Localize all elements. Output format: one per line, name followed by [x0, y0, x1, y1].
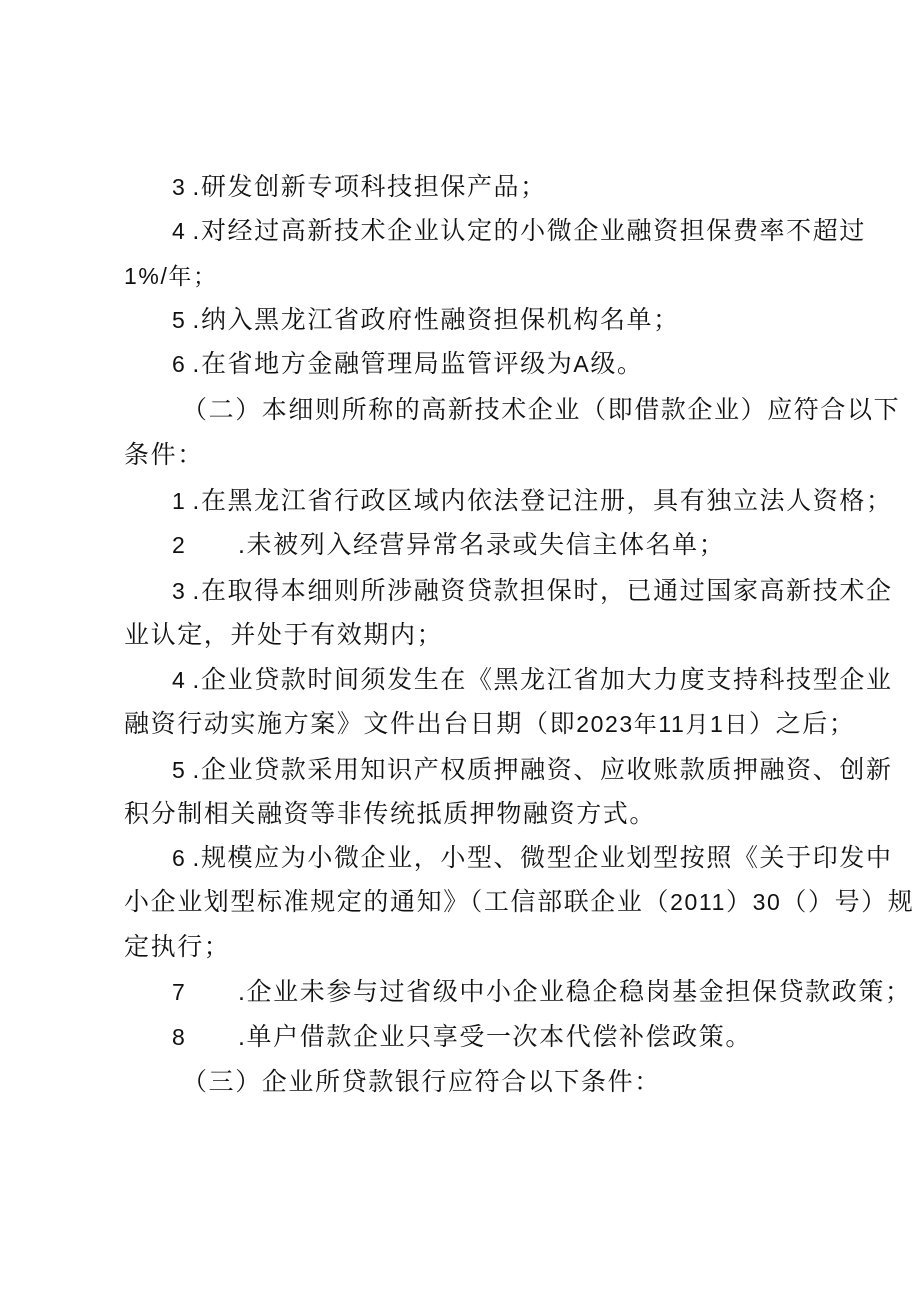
item-text: 在取得本细则所涉融资贷款担保时，已通过国家高新技术企	[200, 576, 893, 605]
item-text: 在黑龙江省行政区域内依法登记注册，具有独立法人资格；	[200, 486, 893, 515]
item-number: 5	[172, 757, 187, 783]
item-number: 4	[172, 667, 187, 693]
item-text-continued: 小企业划型标准规定的通知》（工信部联企业（2011）30（）号）规	[124, 887, 915, 916]
section-heading-continued: 条件：	[124, 440, 204, 469]
section-heading: （三）企业所贷款银行应符合以下条件：	[182, 1067, 661, 1096]
list-item: 1 .在黑龙江省行政区域内依法登记注册，具有独立法人资格；	[172, 479, 814, 523]
list-item: 3 .在取得本细则所涉融资贷款担保时，已通过国家高新技术企	[172, 569, 814, 613]
item-number: 2	[172, 532, 187, 558]
item-text: 规模应为小微企业，小型、微型企业划型按照《关于印发中	[200, 843, 893, 872]
item-text-continued: 1%/年；	[124, 263, 218, 289]
item-text: 纳入黑龙江省政府性融资担保机构名单；	[200, 305, 680, 334]
doc-year: 2011	[670, 889, 726, 915]
item-text: 在省地方金融管理局监管评级为	[200, 349, 574, 378]
doc-number: 30	[752, 889, 782, 915]
list-item: 2 .未被列入经营异常名录或失信主体名单；	[172, 523, 814, 567]
item-text-continued: 业认定，并处于有效期内；	[124, 620, 444, 649]
item-text-continued: 融资行动实施方案》文件出台日期（即2023年11月1日）之后；	[124, 709, 856, 738]
item-number: 6	[172, 351, 187, 377]
item-text: 未被列入经营异常名录或失信主体名单；	[246, 530, 726, 559]
list-item: 4 .对经过高新技术企业认定的小微企业融资担保费率不超过	[172, 209, 814, 253]
list-item: 7 .企业未参与过省级中小企业稳企稳岗基金担保贷款政策；	[172, 970, 814, 1014]
item-text-continued: 积分制相关融资等非传统抵质押物融资方式。	[124, 799, 657, 828]
list-item: 5 .企业贷款采用知识产权质押融资、应收账款质押融资、创新	[172, 748, 814, 792]
item-number: 5	[172, 307, 187, 333]
list-item: 8 .单户借款企业只享受一次本代偿补偿政策。	[172, 1015, 814, 1059]
item-number: 1	[172, 488, 187, 514]
list-item: 4 .企业贷款时间须发生在《黑龙江省加大力度支持科技型企业	[172, 658, 814, 702]
item-number: 7	[172, 979, 187, 1005]
item-text: 企业未参与过省级中小企业稳企稳岗基金担保贷款政策；	[246, 977, 912, 1006]
item-text: 企业贷款时间须发生在《黑龙江省加大力度支持科技型企业	[200, 665, 893, 694]
section-heading: （二）本细则所称的高新技术企业（即借款企业）应符合以下	[182, 395, 901, 424]
item-number: 6	[172, 845, 187, 871]
item-text: 对经过高新技术企业认定的小微企业融资担保费率不超过	[200, 216, 866, 245]
list-item: 6 .在省地方金融管理局监管评级为A级。	[172, 342, 814, 386]
rating-grade: A	[573, 351, 591, 377]
item-number: 3	[172, 174, 187, 200]
item-number: 3	[172, 578, 187, 604]
item-text: 研发创新专项科技担保产品；	[200, 172, 547, 201]
list-item: 6 .规模应为小微企业，小型、微型企业划型按照《关于印发中	[172, 836, 814, 880]
list-item: 5 .纳入黑龙江省政府性融资担保机构名单；	[172, 298, 814, 342]
item-number: 8	[172, 1024, 187, 1050]
item-number: 4	[172, 218, 187, 244]
policy-date: 2023年11月1日	[576, 711, 750, 737]
item-text: 单户借款企业只享受一次本代偿补偿政策。	[246, 1022, 752, 1051]
list-item: 3 .研发创新专项科技担保产品；	[172, 165, 814, 209]
item-text: 企业贷款采用知识产权质押融资、应收账款质押融资、创新	[200, 755, 893, 784]
item-text-continued: 定执行；	[124, 932, 231, 961]
